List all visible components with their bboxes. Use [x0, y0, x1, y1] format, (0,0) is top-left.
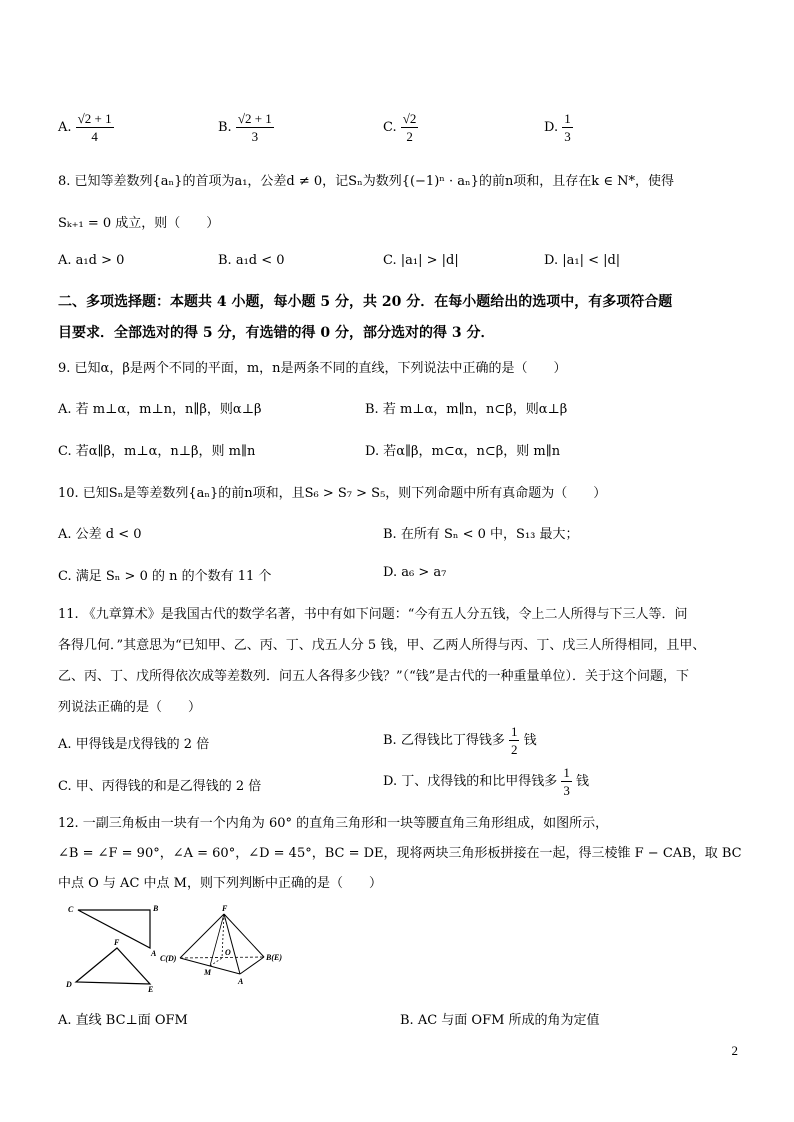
numerator: √2 [402, 111, 417, 126]
numerator: 1 [564, 111, 571, 126]
option-text: 钱 [576, 774, 590, 789]
option-text: 钱 [523, 733, 537, 748]
q12-option-b: B. AC 与面 OFM 所成的角为定值 [400, 1013, 600, 1028]
q7-option-b [218, 112, 274, 143]
fraction [509, 725, 520, 756]
option-text: D. 丁、戊得钱的和比甲得钱多 [383, 774, 558, 789]
q12-option-a: A. 直线 BC⊥面 OFM [58, 1013, 188, 1028]
label-a-3d: A [238, 977, 244, 986]
q11-option-a: A. 甲得钱是戊得钱的 2 倍 [58, 737, 210, 752]
numerator: 1 [510, 724, 518, 739]
label-be: B(E) [266, 953, 282, 962]
q7-option-a [58, 112, 114, 143]
section-heading-line1: 二、多项选择题：本题共 4 小题，每小题 5 分，共 20 分．在每小题给出的选项中，有多项符合题 [58, 294, 673, 310]
denominator: 3 [563, 783, 570, 798]
q9-stem: 9. 已知α，β是两个不同的平面，m，n是两条不同的直线，下列说法中正确的是（ ） [58, 361, 567, 376]
q12-stem-line2: ∠B = ∠F = 90°，∠A = 60°，∠D = 45°，BC = DE，现将两块三角形板拼接在一起，得三棱锥 F − CAB，取 BC [58, 846, 742, 861]
numerator: 1 [563, 765, 570, 780]
q12-stem-line1: 12. 一副三角板由一块有一个内角为 60° 的直角三角形和一块等腰直角三角形组成，如图所示， [58, 816, 609, 831]
q11-stem-line4: 列说法正确的是（ ） [58, 700, 202, 715]
numerator: √2 + 1 [237, 111, 272, 126]
label-o: O [225, 948, 231, 957]
label-f-3d: F [222, 904, 228, 913]
option-letter: D. [544, 120, 559, 135]
denominator: 2 [510, 742, 518, 757]
fraction [561, 766, 572, 797]
q8-option-c: C. |a₁| > |d| [383, 253, 459, 268]
label-d: D [66, 980, 72, 989]
q7-option-d [544, 112, 573, 143]
q7-option-c [383, 112, 418, 143]
label-b: B [153, 904, 159, 913]
q8-stem-line1: 8. 已知等差数列{aₙ}的首项为a₁，公差d ≠ 0，记Sₙ为数列{(−1)ⁿ · aₙ}的前n项和，且存在k ∈ N*，使得 [58, 174, 674, 189]
q9-option-a: A. 若 m⊥α，m⊥n，n∥β，则α⊥β [58, 402, 262, 417]
option-letter: A. [58, 120, 72, 135]
isosceles-right-triangle [76, 948, 150, 984]
page-number: 2 [731, 1043, 738, 1058]
triangle-figure [62, 900, 292, 996]
q9-option-d: D. 若α∥β，m⊂α，n⊂β，则 m∥n [365, 444, 561, 459]
q11-stem-line3: 乙、丙、丁、戊所得依次成等差数列．问五人各得多少钱？”（“钱”是古代的一种重量单位）．关于这个问题，下 [58, 669, 689, 684]
fraction [76, 112, 114, 143]
q8-stem-line2: Sₖ₊₁ = 0 成立，则（ ） [58, 216, 220, 231]
label-a: A [151, 949, 157, 958]
q10-option-a: A. 公差 d < 0 [58, 527, 142, 542]
label-cd: C(D) [160, 954, 177, 963]
label-c: C [68, 905, 74, 914]
fraction [562, 112, 573, 143]
denominator: 3 [564, 129, 571, 144]
denominator: 3 [251, 129, 259, 144]
q9-option-b: B. 若 m⊥α，m∥n，n⊂β，则α⊥β [365, 402, 568, 417]
label-e: E [148, 985, 154, 994]
option-letter: B. [218, 120, 232, 135]
option-letter: C. [383, 120, 397, 135]
q10-option-b: B. 在所有 Sₙ < 0 中，S₁₃ 最大； [383, 527, 579, 542]
q10-stem: 10. 已知Sₙ是等差数列{aₙ}的前n项和，且S₆ > S₇ > S₅，则下列命题中所有真命题为（ ） [58, 486, 607, 501]
q11-option-b [383, 725, 537, 756]
label-m: M [204, 968, 212, 977]
fraction [236, 112, 274, 143]
section-heading-line2: 目要求．全部选对的得 5 分，有选错的得 0 分，部分选对的得 3 分． [58, 325, 495, 341]
q11-stem-line2: 各得几何．”其意思为“已知甲、乙、丙、丁、戊五人分 5 钱，甲、乙两人所得与丙、丁、戊三人所得相同，且甲、 [58, 638, 706, 653]
label-f: F [114, 938, 120, 947]
denominator: 2 [406, 129, 413, 144]
q10-option-c: C. 满足 Sₙ > 0 的 n 的个数有 11 个 [58, 569, 272, 584]
option-text: B. 乙得钱比丁得钱多 [383, 733, 505, 748]
q8-option-a: A. a₁d > 0 [58, 253, 125, 268]
denominator: 4 [91, 129, 98, 144]
q8-option-d: D. |a₁| < |d| [544, 253, 621, 268]
q10-option-d: D. a₆ > a₇ [383, 565, 447, 580]
q8-option-b: B. a₁d < 0 [218, 253, 285, 268]
numerator: √2 + 1 [77, 111, 112, 126]
fraction [401, 112, 419, 143]
q11-option-c: C. 甲、丙得钱的和是乙得钱的 2 倍 [58, 779, 262, 794]
q9-option-c: C. 若α∥β，m⊥α，n⊥β，则 m∥n [58, 444, 256, 459]
q12-stem-line3: 中点 O 与 AC 中点 M，则下列判断中正确的是（ ） [58, 876, 382, 891]
q11-option-d [383, 766, 589, 797]
q11-stem-line1: 11. 《九章算术》是我国古代的数学名著，书中有如下问题：“今有五人分五钱，令上二人所得与下三人等．问 [58, 607, 688, 622]
